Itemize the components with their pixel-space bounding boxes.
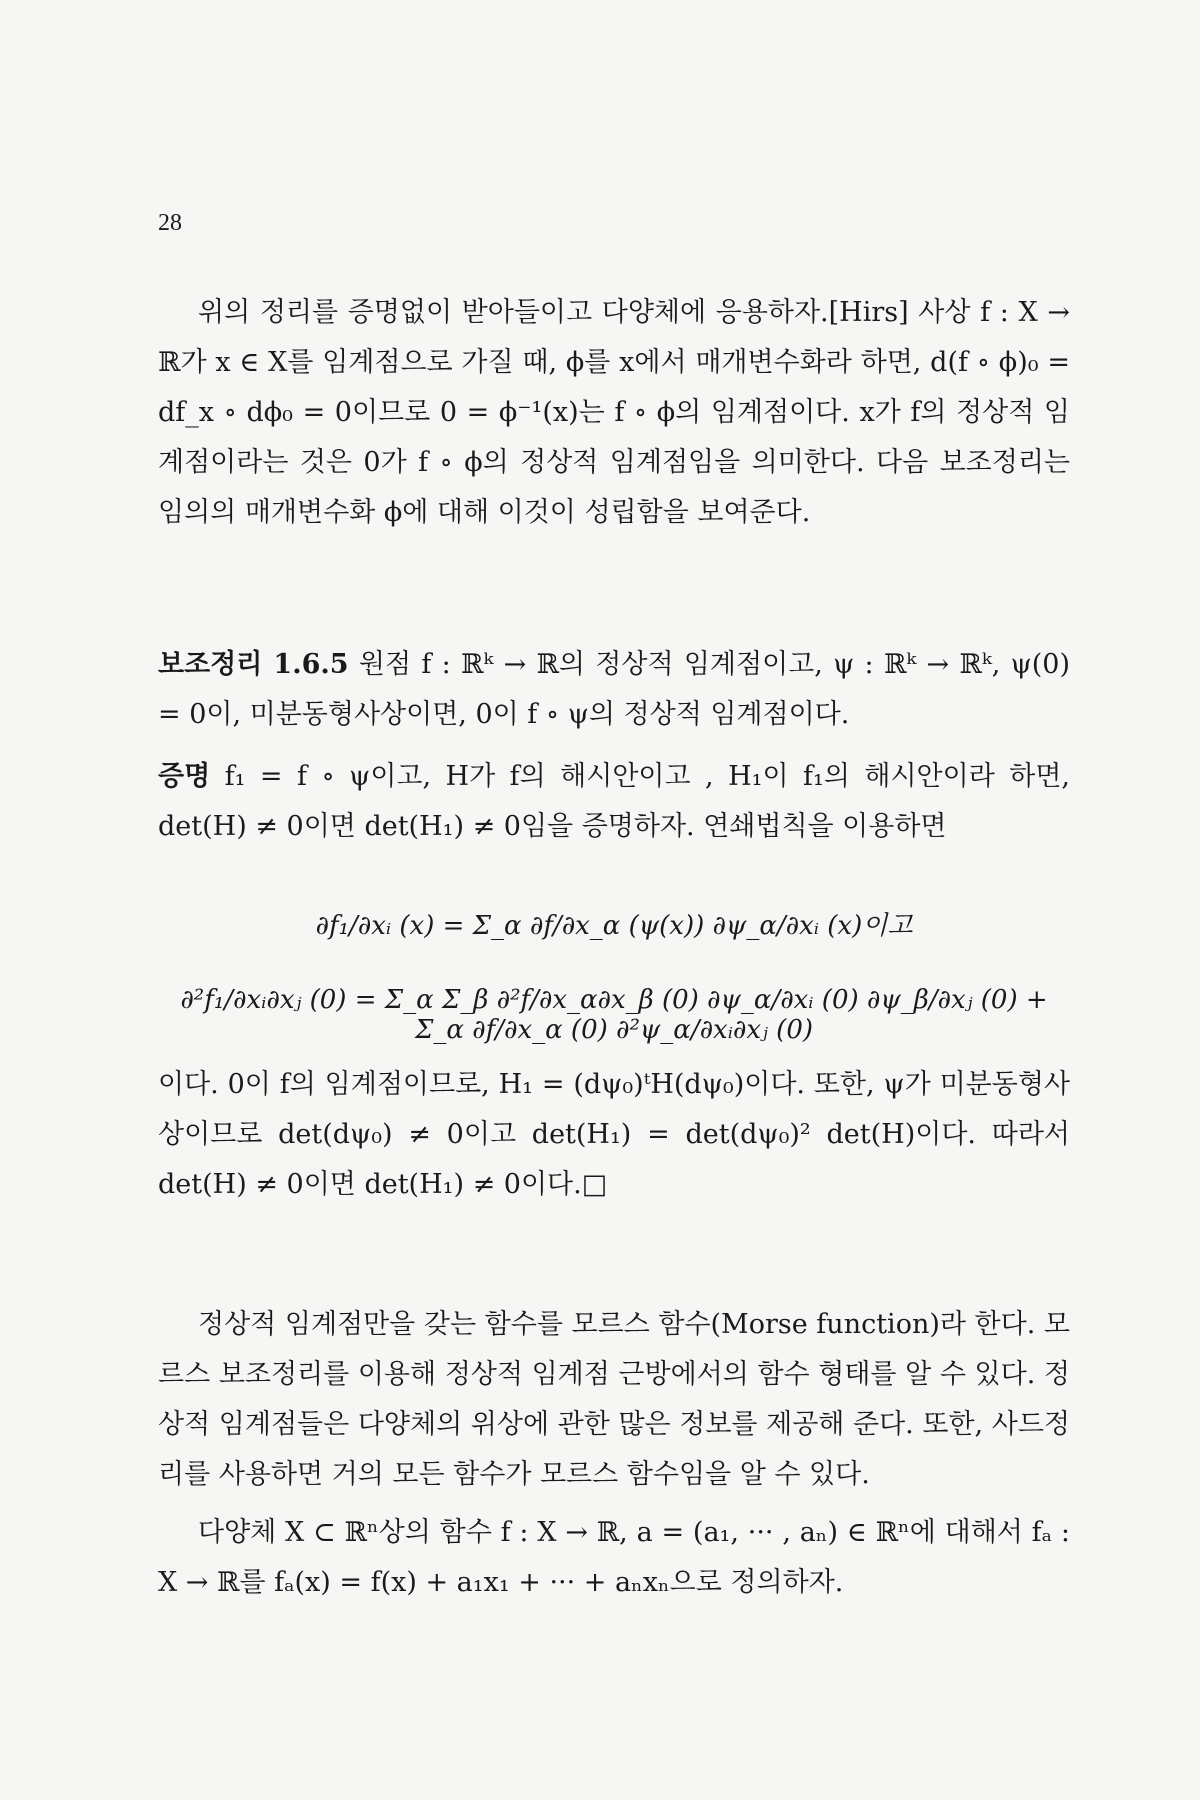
morse-text-2: 다양체 X ⊂ ℝⁿ상의 함수 f : X → ℝ, a = (a₁, ··· , aₙ) ∈ ℝⁿ에 대해서 fₐ : X → ℝ를 fₐ(x) = f(x) + a₁x₁ + ··· + aₙxₙ으로 정의하자. (158, 1517, 1070, 1598)
lemma-label: 보조정리 1.6.5 (158, 649, 349, 680)
proof-label: 증명 (158, 761, 211, 792)
page-number: 28 (158, 210, 182, 236)
morse-text-1: 정상적 임계점만을 갖는 함수를 모르스 함수(Morse function)라 한다. 모르스 보조정리를 이용해 정상적 임계점 근방에서의 함수 형태를 알 수 있다. 정상적 임계점들은 다양체의 위상에 관한 많은 정보를 제공해 준다. 또한, 사드정리를 사용하면 거의 모든 함수가 모르스 함수임을 알 수 있다. (158, 1309, 1070, 1490)
lemma-text: 원점 f : ℝᵏ → ℝ의 정상적 임계점이고, ψ : ℝᵏ → ℝᵏ, ψ(0) = 0이, 미분동형사상이면, 0이 f ∘ ψ의 정상적 임계점이다. (158, 649, 1070, 730)
lemma-block (158, 640, 1070, 740)
morse-paragraph-1 (158, 1300, 1070, 1500)
equation-chain-rule: ∂f₁/∂xᵢ (x) = Σ_α ∂f/∂x_α (ψ(x)) ∂ψ_α/∂xᵢ (x)이고 (315, 911, 913, 941)
intro-text: 위의 정리를 증명없이 받아들이고 다양체에 응용하자.[Hirs] 사상 f : X → ℝ가 x ∈ X를 임계점으로 가질 때, ϕ를 x에서 매개변수화라 하면, d(f ∘ ϕ)₀ = df_x ∘ dϕ₀ = 0이므로 0 = ϕ⁻¹(x)는 f ∘ ϕ의 임계점이다. x가 f의 정상적 임계점이라는 것은 0가 f ∘ ϕ의 정상적 임계점임을 의미한다. 다음 보조정리는 임의의 매개변수화 ϕ에 대해 이것이 성립함을 보여준다. (158, 297, 1070, 528)
equation-second-derivative: ∂²f₁/∂xᵢ∂xⱼ (0) = Σ_α Σ_β ∂²f/∂x_α∂x_β (0) ∂ψ_α/∂xᵢ (0) ∂ψ_β/∂xⱼ (0) + Σ_α ∂f/∂x_α (0) ∂²ψ_α/∂xᵢ∂xⱼ (0) (180, 985, 1048, 1045)
proof-paragraph (158, 752, 1070, 852)
intro-paragraph (158, 288, 1070, 538)
lemma-paragraph (158, 640, 1070, 740)
proof-conclusion-text: 이다. 0이 f의 임계점이므로, H₁ = (dψ₀)ᵗH(dψ₀)이다. 또한, ψ가 미분동형사상이므로 det(dψ₀) ≠ 0이고 det(H₁) = det(dψ₀)² det(H)이다. 따라서 det(H) ≠ 0이면 det(H₁) ≠ 0이다.□ (158, 1069, 1070, 1200)
proof-conclusion (158, 1060, 1070, 1210)
morse-paragraph-2 (158, 1508, 1070, 1608)
proof-block (158, 752, 1070, 852)
proof-text: f₁ = f ∘ ψ이고, H가 f의 해시안이고 , H₁이 f₁의 해시안이라 하면, det(H) ≠ 0이면 det(H₁) ≠ 0임을 증명하자. 연쇄법칙을 이용하면 (158, 761, 1070, 842)
